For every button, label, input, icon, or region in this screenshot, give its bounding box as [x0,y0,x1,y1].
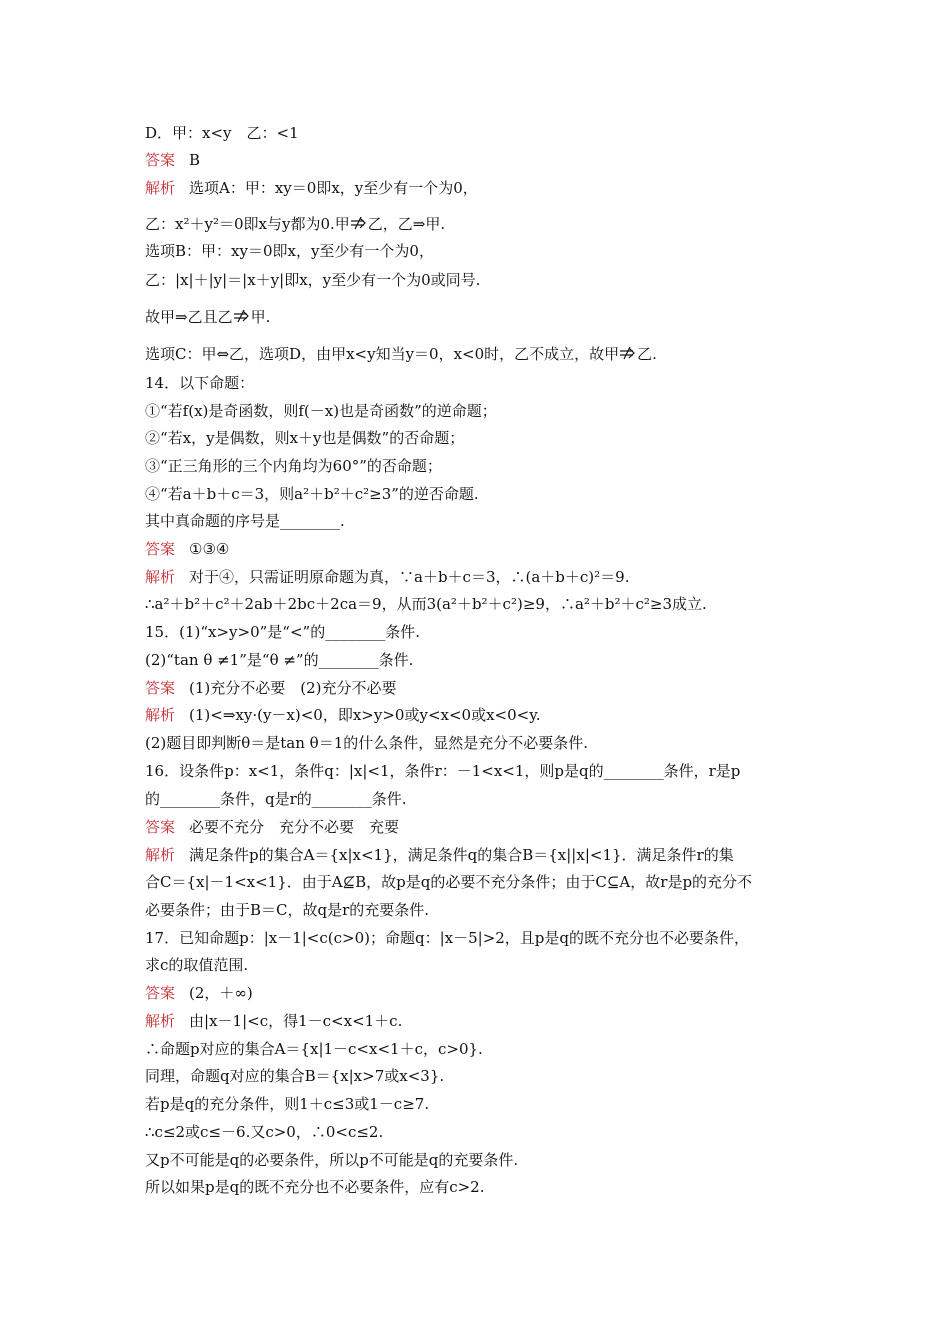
not-implies-symbol [350,215,368,231]
text-line: 故甲⇒乙且乙 甲. [145,308,271,326]
text-line: 乙：|x|＋|y|＝|x＋y|即x，y至少有一个为0或同号. [145,271,481,289]
analysis-label: 解析 [145,706,176,724]
question-14-prompt: 其中真命题的序号是________. [145,512,345,530]
analysis-label: 解析 [145,1012,176,1030]
analysis-line: 解析 对于④，只需证明原命题为真，∵a＋b＋c＝3，∴(a＋b＋c)²＝9. [145,568,630,586]
text-line: ∴命题p对应的集合A＝{x|1－c<x<1＋c，c>0}. [145,1040,483,1058]
text-line: 必要条件；由于B＝C，故q是r的充要条件. [145,901,430,919]
text-line: 乙：x²＋y²＝0即x与y都为0.甲 乙，乙⇒甲. [145,215,446,233]
answer-line: 答案 (1)充分不必要 (2)充分不必要 [145,679,397,697]
answer-label: 答案 [145,151,176,169]
proposition-3: ③“正三角形的三个内角均为60°”的否命题； [145,457,442,475]
question-16-line-1: 16．设条件p：x<1，条件q：|x|<1，条件r：－1<x<1，则p是q的________条件，r是p [145,762,741,780]
proposition-2: ②“若x，y是偶数，则x＋y也是偶数”的否命题； [145,429,465,447]
question-17-line-1: 17．已知命题p：|x－1|<c(c>0)；命题q：|x－5|>2，且p是q的既不充分也不必要条件， [145,929,750,947]
not-implies-symbol [619,345,637,361]
text-line: 同理，命题q对应的集合B＝{x|x>7或x<3}. [145,1067,445,1085]
question-14-title: 14．以下命题： [145,374,255,392]
answer-line: 答案 ①③④ [145,540,230,558]
question-16-line-2: 的________条件，q是r的________条件. [145,790,407,808]
analysis-line: 解析 选项A：甲：xy＝0即x，y至少有一个为0， [145,179,478,197]
text-line: 选项B：甲：xy＝0即x，y至少有一个为0， [145,242,434,260]
answer-line: 答案 B [145,151,201,169]
text-line: ∴a²＋b²＋c²＋2ab＋2bc＋2ca＝9，从而3(a²＋b²＋c²)≥9，∴a²＋b²＋c²≥3成立. [145,595,707,613]
text-line: 又p不可能是q的必要条件，所以p不可能是q的充要条件. [145,1151,519,1169]
proposition-4: ④“若a＋b＋c＝3，则a²＋b²＋c²≥3”的逆否命题. [145,485,479,503]
answer-label: 答案 [145,679,176,697]
question-15-part-1: 15．(1)“x>y>0”是“<”的________条件. [145,623,420,641]
text-line: (2)题目即判断θ＝是tan θ＝1的什么条件，显然是充分不必要条件. [145,734,589,752]
analysis-label: 解析 [145,846,176,864]
question-17-line-2: 求c的取值范围. [145,956,249,974]
not-implies-symbol [233,308,251,324]
analysis-line: 解析 (1)<⇒xy·(y－x)<0，即x>y>0或y<x<0或x<0<y. [145,706,541,724]
analysis-line: 解析 满足条件p的集合A＝{x|x<1}，满足条件q的集合B＝{x||x|<1}．满足条件r的集 [145,846,734,864]
answer-line: 答案 (2，＋∞) [145,984,253,1002]
answer-line: 答案 必要不充分 充分不必要 充要 [145,818,400,836]
analysis-label: 解析 [145,568,176,586]
question-15-part-2: (2)“tan θ ≠1”是“θ ≠”的________条件. [145,651,414,669]
analysis-label: 解析 [145,179,176,197]
text-line: 选项C：甲⇔乙，选项D，由甲x<y知当y＝0，x<0时，乙不成立，故甲 乙. [145,345,657,363]
analysis-line: 解析 由|x－1|<c，得1－c<x<1＋c. [145,1012,403,1030]
answer-label: 答案 [145,818,176,836]
answer-label: 答案 [145,984,176,1002]
text-line: 合C＝{x|－1<x<1}．由于A⊈B，故p是q的必要不充分条件；由于C⊆A，故r是p的充分不 [145,873,753,891]
proposition-1: ①“若f(x)是奇函数，则f(－x)也是奇函数”的逆命题； [145,402,497,420]
option-d-line: D．甲：x<y 乙：<1 [145,124,299,142]
text-line: 所以如果p是q的既不充分也不必要条件，应有c>2. [145,1178,485,1196]
text-line: ∴c≤2或c≤－6.又c>0，∴0<c≤2. [145,1123,384,1141]
text-line: 若p是q的充分条件，则1＋c≤3或1－c≥7. [145,1095,430,1113]
answer-label: 答案 [145,540,176,558]
